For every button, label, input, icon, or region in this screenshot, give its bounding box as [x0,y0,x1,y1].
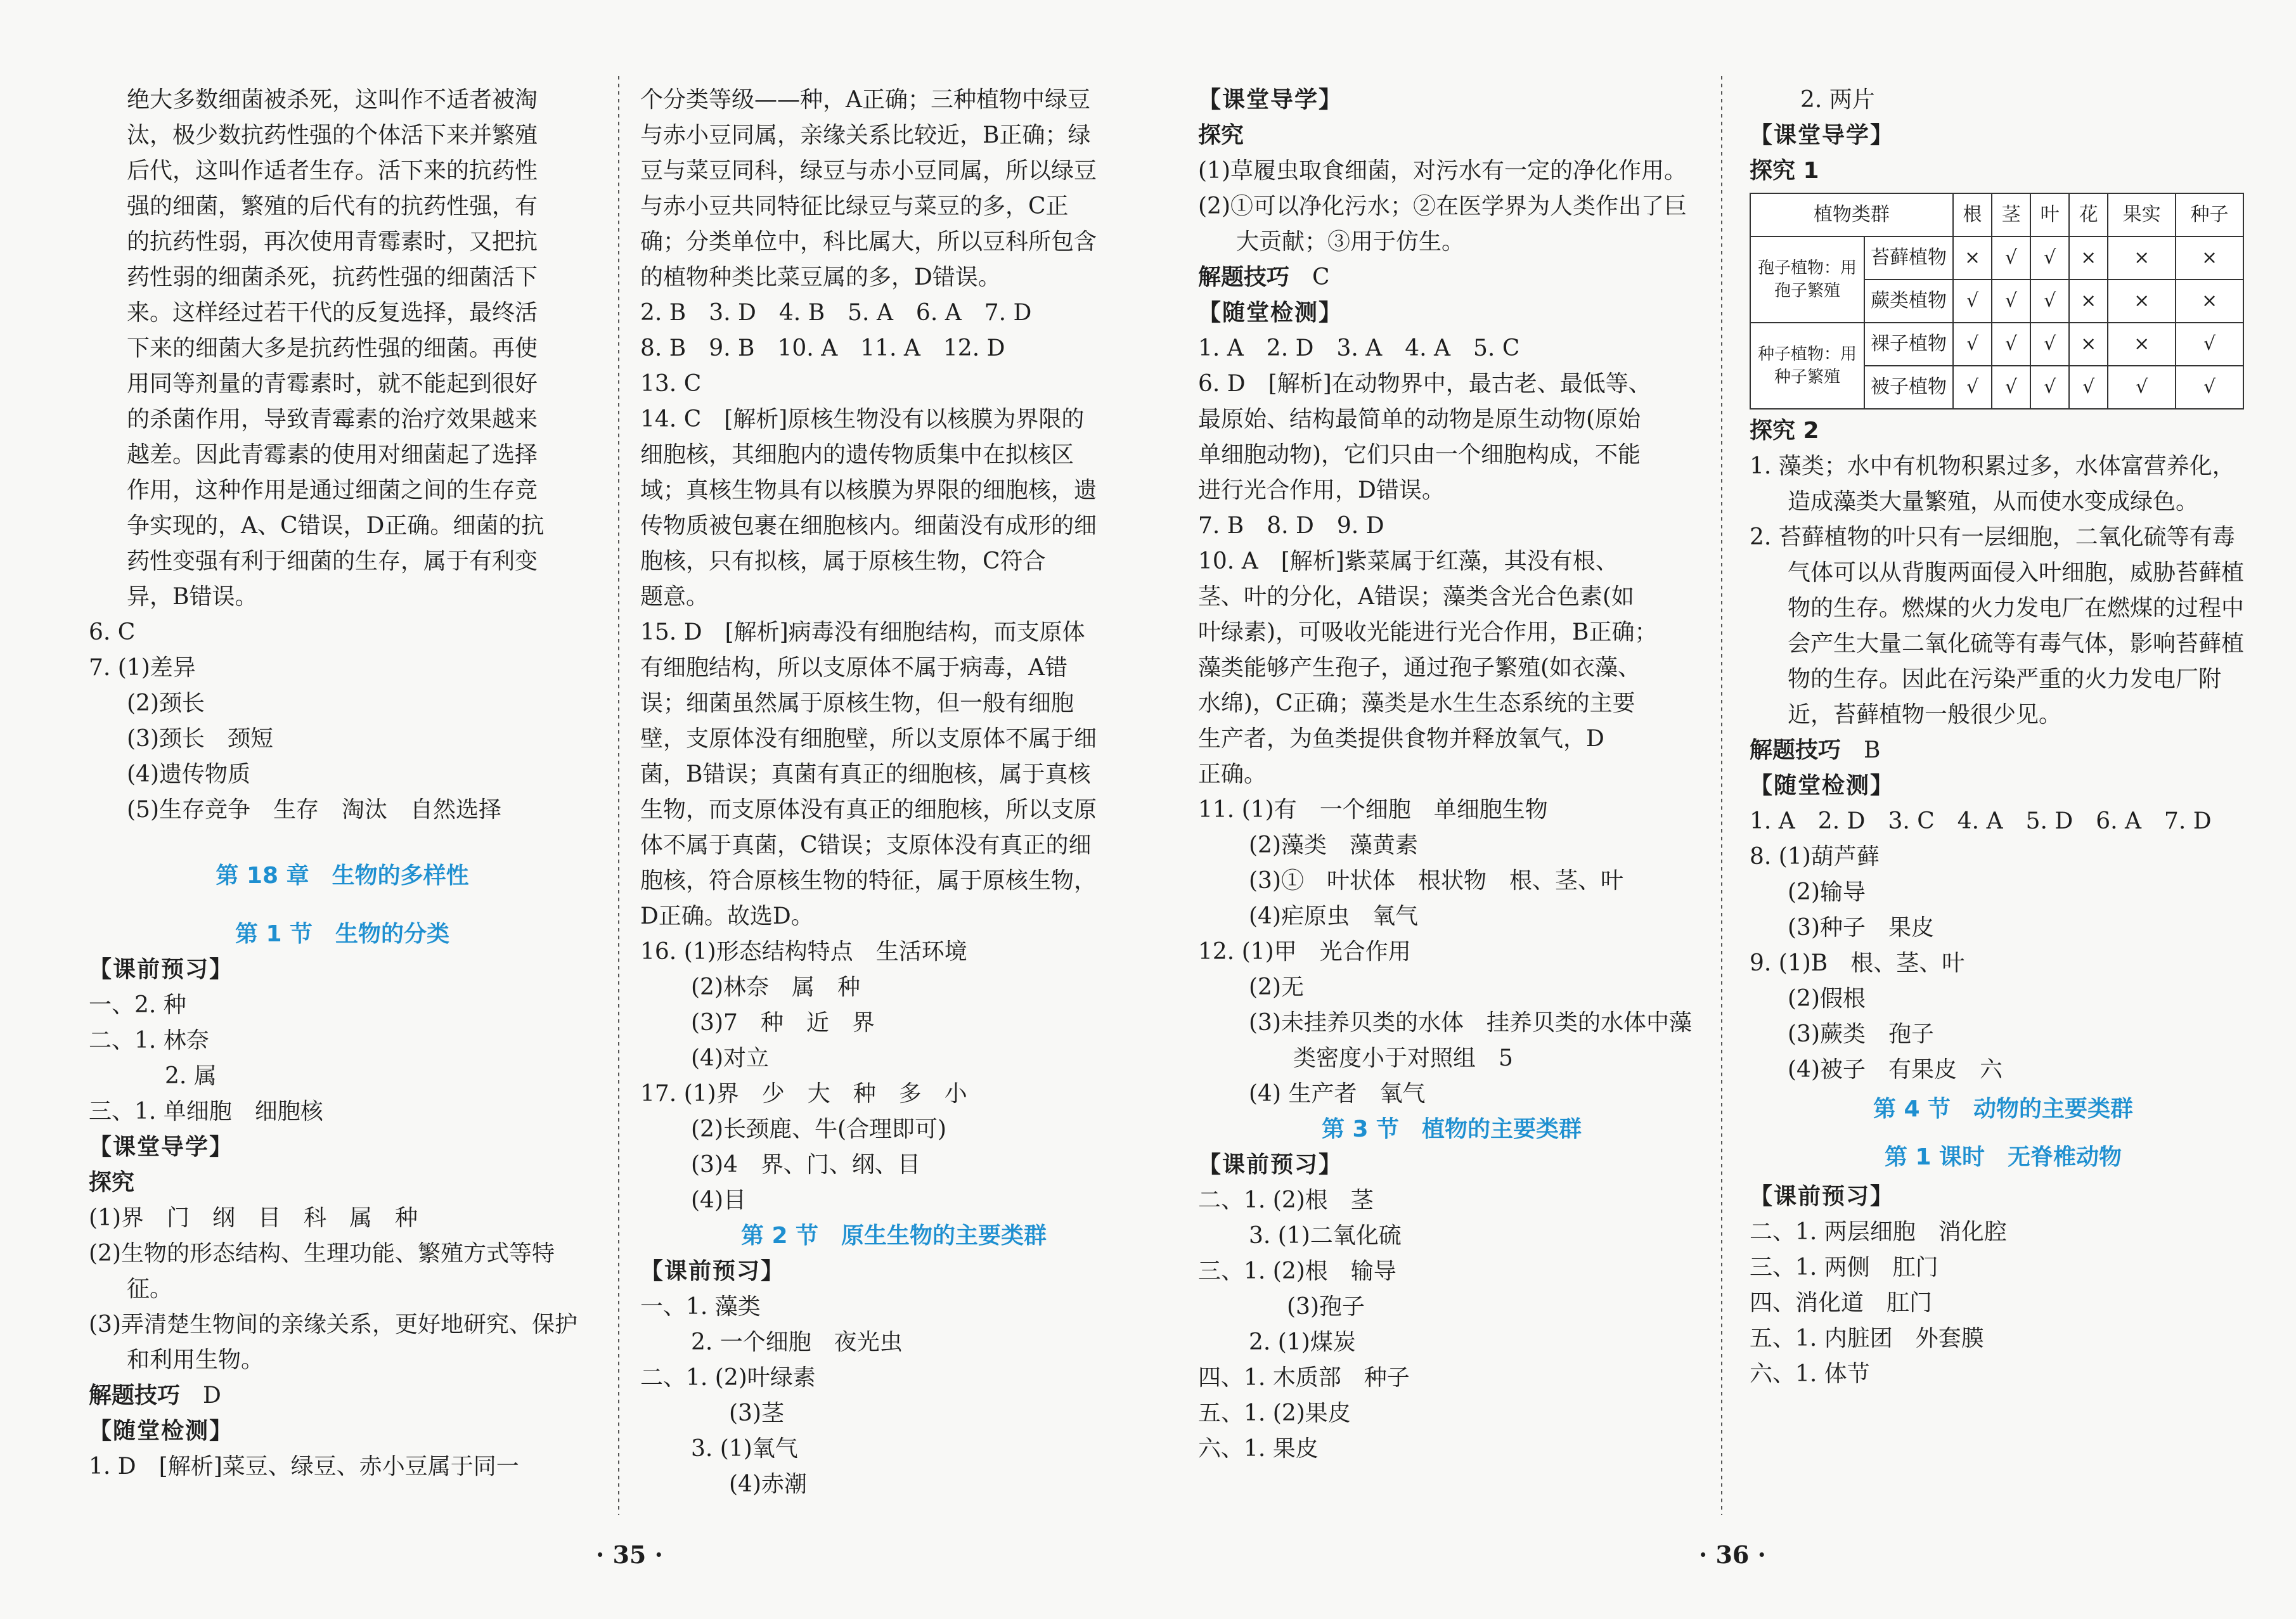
tag-check: 【随堂检测】 [89,1418,234,1444]
answer-10: 10. A [解析]紫菜属于红藻，其没有根、 [1198,548,1618,574]
table-cell: × [2108,323,2176,366]
text-line: 后代，这叫作适者生存。活下来的抗药性 [127,158,538,184]
text-line: 域；真核生物具有以核膜为界限的细胞核，遗 [640,477,1097,503]
tag-guide: 【课堂导学】 [1198,87,1343,113]
skill-value: B [1864,737,1881,763]
skill-row [89,1378,596,1414]
explore-label: 探究 [1198,122,1244,148]
answer-16-part: (4)对立 [691,1045,769,1071]
plant-name: 蕨类植物 [1864,280,1953,323]
text-line: 异，B错误。 [127,584,258,610]
plant-name: 裸子植物 [1864,323,1953,366]
table-cell: √ [1953,280,1992,323]
text-line: 争实现的，A、C错误，D正确。细菌的抗 [127,513,545,539]
answer-9: 9. (1)B 根、茎、叶 [1750,950,1965,976]
col1-paragraph [89,82,596,615]
text-line: 作用，这种作用是通过细菌之间的生存竞 [127,477,538,503]
answer-11-part: (4)疟原虫 氧气 [1249,903,1418,929]
text-line: 确；分类单位中，科比属大，所以豆科所包含 [640,229,1097,255]
answer-6: 6. D [解析]在动物界中，最古老、最低等、 [1198,371,1651,397]
skill-value: D [203,1383,221,1409]
text-line: 体不属于真菌，C错误；支原体没有真正的细 [640,832,1092,858]
text-line: 叶绿素)，可吸收光能进行光合作用，B正确； [1198,619,1658,645]
explore-item: 2. 苔藓植物的叶只有一层细胞，二氧化硫等有毒气体可以从背腹两面侵入叶细胞，威胁苔藓植物的生存。燃煤的火力发电厂在燃煤的过程中会产生大量二氧化硫等有毒气体，影响苔藓植物的生存。因此在污染严重的火力发电厂附近，苔藓植物一般很少见。 [1750,524,2245,728]
section-title: 第 3 节 植物的主要类群 [1321,1116,1582,1142]
skill-value: C [1312,264,1330,290]
table-cell: × [2108,280,2176,323]
answer-7: 7. (1)差异 [89,655,196,681]
answer-12-part: (4) 生产者 氧气 [1249,1081,1426,1107]
preview-item: 二、1. (2)叶绿素 [640,1365,816,1391]
table-cell: √ [2030,236,2069,280]
table-cell: × [2069,236,2108,280]
explore-label: 探究 2 [1750,418,1819,444]
text-line: 与赤小豆同属，亲缘关系比较近，B正确；绿 [640,122,1091,148]
answer-9-part: (3)蕨类 孢子 [1788,1021,1934,1047]
table-cell: × [2069,280,2108,323]
table-cell: √ [2030,366,2069,409]
answer-9-part: (2)假根 [1788,986,1866,1012]
page-number: · 36 · [1699,1540,1766,1569]
preview-item: 四、1. 木质部 种子 [1198,1365,1410,1391]
text-line: 下来的细菌大多是抗药性强的细菌。再使 [127,335,538,361]
chapter-title: 第 18 章 生物的多样性 [216,863,469,889]
table-header: 根 [1953,193,1992,236]
answers-row: 8. B 9. B 10. A 11. A 12. D [640,335,1005,361]
preview-item: (3)茎 [729,1400,784,1426]
answer-12: 12. (1)甲 光合作用 [1198,939,1411,965]
text-line: 茎、叶的分化，A错误；藻类含光合色素(如 [1198,584,1635,610]
table-header-row [1750,193,2243,236]
table-header: 果实 [2108,193,2176,236]
preview-item: 3. (1)氧气 [691,1436,798,1462]
preview-item: 一、2. 种 [89,992,186,1018]
text-line: 胞核，符合原核生物的特征，属于原核生物， [640,868,1097,894]
answer-8-part: (2)输导 [1788,879,1866,905]
table-header: 植物类群 [1750,193,1953,236]
explore-item: (2)生物的形态结构、生理功能、繁殖方式等特征。 [89,1241,555,1302]
tag-preview: 【课前预习】 [640,1258,785,1284]
text-line: D正确。故选D。 [640,903,814,929]
explore-item: (1)界 门 纲 目 科 属 种 [89,1205,418,1231]
table-cell: √ [2069,366,2108,409]
text-line: 藻类能够产生孢子，通过孢子繁殖(如衣藻、 [1198,655,1641,681]
text-line: 生产者，为鱼类提供食物并释放氧气，D [1198,726,1604,752]
text-line: 的植物种类比菜豆属的多，D错误。 [640,264,1001,290]
table-header: 茎 [1992,193,2030,236]
answer-11: 11. (1)有 一个细胞 单细胞生物 [1198,797,1548,823]
answer-16-part: (3)7 种 近 界 [691,1010,875,1036]
table-cell: √ [1992,366,2030,409]
column-1 [89,82,596,1485]
text-line: 水绵)，C正确；藻类是水生生态系统的主要 [1198,690,1635,716]
explore-item: (3)弄清楚生物间的亲缘关系，更好地研究、保护和利用生物。 [89,1312,577,1373]
answer-9-part: (4)被子 有果皮 六 [1788,1057,2003,1083]
explore-label: 探究 1 [1750,158,1819,184]
table-cell: √ [1992,280,2030,323]
page-number: · 35 · [596,1540,663,1569]
preview-item: 三、1. 两侧 肛门 [1750,1255,1938,1280]
answer-16-part: (2)林奈 属 种 [691,974,860,1000]
answer-17-part: (4)目 [691,1187,746,1213]
section-title: 第 1 节 生物的分类 [235,921,450,947]
table-cell: √ [1953,366,1992,409]
section-title: 第 4 节 动物的主要类群 [1873,1096,2134,1122]
text-line: 壁，支原体没有细胞壁，所以支原体不属于细 [640,726,1097,752]
table-header: 叶 [2030,193,2069,236]
skill-row [1750,733,2257,768]
preview-item: 二、1. 两层细胞 消化腔 [1750,1219,2007,1245]
column-divider [1721,76,1722,1515]
text-line: 汰，极少数抗药性强的个体活下来并繁殖 [127,122,538,148]
explore-item: (2)①可以净化污水；②在医学界为人类作出了巨大贡献；③用于仿生。 [1198,193,1687,255]
table-cell: √ [2176,366,2243,409]
table-cell: × [2176,280,2243,323]
preview-item: 三、1. 单细胞 细胞核 [89,1099,323,1125]
preview-item: (4)赤潮 [729,1471,807,1497]
text-line: 细胞核，其细胞内的遗传物质集中在拟核区 [640,442,1074,468]
preview-item: 六、1. 果皮 [1198,1436,1319,1462]
table-row [1750,323,2243,366]
answer-2: 2. 两片 [1800,87,1875,113]
answers-row: 7. B 8. D 9. D [1198,513,1384,539]
answer-6: 6. C [89,619,136,645]
skill-label: 解题技巧 [1750,737,1841,763]
preview-item: 2. (1)煤炭 [1249,1329,1356,1355]
answer-11-part: (2)藻类 藻黄素 [1249,832,1418,858]
text-line: 越差。因此青霉素的使用对细菌起了选择 [127,442,538,468]
answer-12-part: (3)未挂养贝类的水体 挂养贝类的水体中藻类密度小于对照组 5 [1249,1010,1692,1071]
answer-11-part: (3)① 叶状体 根状物 根、茎、叶 [1249,868,1623,894]
answer-8-part: (3)种子 果皮 [1788,915,1934,941]
group-cell: 孢子植物：用孢子繁殖 [1750,236,1864,323]
preview-item: 2. 一个细胞 夜光虫 [691,1329,903,1355]
preview-item: 五、1. 内脏团 外套膜 [1750,1326,1984,1351]
answer-12-part: (2)无 [1249,974,1304,1000]
answer-13: 13. C [640,371,702,397]
table-cell: × [2069,323,2108,366]
text-line: 正确。 [1198,761,1267,787]
preview-item: 一、1. 藻类 [640,1294,761,1320]
table-cell: × [2176,236,2243,280]
text-line: 的抗药性弱，再次使用青霉素时，又把抗 [127,229,538,255]
text-line: 胞核，只有拟核，属于原核生物，C符合 [640,548,1046,574]
answer-1: 1. D [解析]菜豆、绿豆、赤小豆属于同一 [89,1454,519,1480]
table-cell: √ [2176,323,2243,366]
plant-name: 被子植物 [1864,366,1953,409]
text-line: 题意。 [640,584,709,610]
tag-guide: 【课堂导学】 [89,1134,234,1160]
answer-15: 15. D [解析]病毒没有细胞结构，而支原体 [640,619,1085,645]
tag-guide: 【课堂导学】 [1750,122,1895,148]
preview-item: 三、1. (2)根 输导 [1198,1258,1396,1284]
answer-14: 14. C [解析]原核生物没有以核膜为界限的 [640,406,1085,432]
table-cell: × [1953,236,1992,280]
tag-check: 【随堂检测】 [1750,773,1895,799]
answers-row: 1. A 2. D 3. A 4. A 5. C [1198,335,1520,361]
table-cell: √ [2030,280,2069,323]
table-cell: √ [1953,323,1992,366]
column-2 [640,82,1147,1502]
explore-item: 1. 藻类；水中有机物积累过多，水体富营养化，造成藻类大量繁殖，从而使水变成绿色。 [1750,453,2235,515]
tag-preview: 【课前预习】 [89,957,234,983]
table-cell: √ [1992,236,2030,280]
preview-item: 2. 属 [165,1063,217,1089]
group-cell: 种子植物：用种子繁殖 [1750,323,1864,409]
table-header: 花 [2069,193,2108,236]
text-line: 进行光合作用，D错误。 [1198,477,1445,503]
preview-item: 二、1. 林奈 [89,1028,209,1054]
answer-16: 16. (1)形态结构特点 生活环境 [640,939,967,965]
preview-item: 四、消化道 肛门 [1750,1290,1933,1316]
table-row [1750,236,2243,280]
text-line: 传物质被包裹在细胞核内。细菌没有成形的细 [640,513,1097,539]
explore-item: (1)草履虫取食细菌，对污水有一定的净化作用。 [1198,158,1687,184]
text-line: 菌，B错误；真菌有真正的细胞核，属于真核 [640,761,1091,787]
answer-17: 17. (1)界 少 大 种 多 小 [640,1081,967,1107]
text-line: 与赤小豆共同特征比绿豆与菜豆的多，C正 [640,193,1069,219]
preview-item: (3)孢子 [1287,1294,1365,1320]
text-line: 豆与菜豆同科，绿豆与赤小豆同属，所以绿豆 [640,158,1097,184]
table-cell: × [2108,236,2176,280]
preview-item: 六、1. 体节 [1750,1361,1870,1387]
text-line: 误；细菌虽然属于原核生物，但一般有细胞 [640,690,1074,716]
answer-17-part: (2)长颈鹿、牛(合理即可) [691,1116,947,1142]
column-4 [1750,82,2257,1392]
answer-17-part: (3)4 界、门、纲、目 [691,1152,920,1178]
plant-name: 苔藓植物 [1864,236,1953,280]
text-line: 最原始、结构最简单的动物是原生动物(原始 [1198,406,1641,432]
lesson-title: 第 1 课时 无脊椎动物 [1884,1144,2122,1170]
preview-item: 3. (1)二氧化硫 [1249,1223,1402,1249]
table-cell: √ [2030,323,2069,366]
skill-row [1198,260,1705,295]
tag-check: 【随堂检测】 [1198,300,1343,326]
answer-7-part: (4)遗传物质 [127,761,250,787]
text-line: 生物，而支原体没有真正的细胞核，所以支原 [640,797,1097,823]
table-header: 种子 [2176,193,2243,236]
text-line: 的杀菌作用，导致青霉素的治疗效果越来 [127,406,538,432]
text-line: 药性变强有利于细菌的生存，属于有利变 [127,548,538,574]
text-line: 有细胞结构，所以支原体不属于病毒，A错 [640,655,1067,681]
tag-preview: 【课前预习】 [1198,1152,1343,1178]
skill-label: 解题技巧 [89,1383,181,1409]
preview-item: 二、1. (2)根 茎 [1198,1187,1374,1213]
text-line: 强的细菌，繁殖的后代有的抗药性强，有 [127,193,538,219]
text-line: 药性弱的细菌杀死，抗药性强的细菌活下 [127,264,538,290]
skill-label: 解题技巧 [1198,264,1290,290]
plant-groups-table [1750,193,2244,410]
tag-preview: 【课前预习】 [1750,1184,1895,1209]
text-line: 绝大多数细菌被杀死，这叫作不适者被淘 [127,87,538,113]
answers-row: 1. A 2. D 3. C 4. A 5. D 6. A 7. D [1750,808,2212,834]
answer-7-part: (3)颈长 颈短 [127,726,273,752]
answer-8: 8. (1)葫芦藓 [1750,844,1880,870]
answer-7-part: (5)生存竞争 生存 淘汰 自然选择 [127,797,501,823]
text-line: 用同等剂量的青霉素时，就不能起到很好 [127,371,538,397]
answer-7-part: (2)颈长 [127,690,205,716]
column-divider [618,76,619,1515]
explore-label: 探究 [89,1170,135,1196]
column-3 [1198,82,1705,1467]
text-line: 来。这样经过若干代的反复选择，最终活 [127,300,538,326]
answers-row: 2. B 3. D 4. B 5. A 6. A 7. D [640,300,1032,326]
table-cell: √ [1992,323,2030,366]
text-line: 单细胞动物)，它们只由一个细胞构成，不能 [1198,442,1641,468]
table-cell: √ [2108,366,2176,409]
text-line: 个分类等级——种，A正确；三种植物中绿豆 [640,87,1090,113]
preview-item: 五、1. (2)果皮 [1198,1400,1351,1426]
section-title: 第 2 节 原生生物的主要类群 [740,1223,1047,1249]
